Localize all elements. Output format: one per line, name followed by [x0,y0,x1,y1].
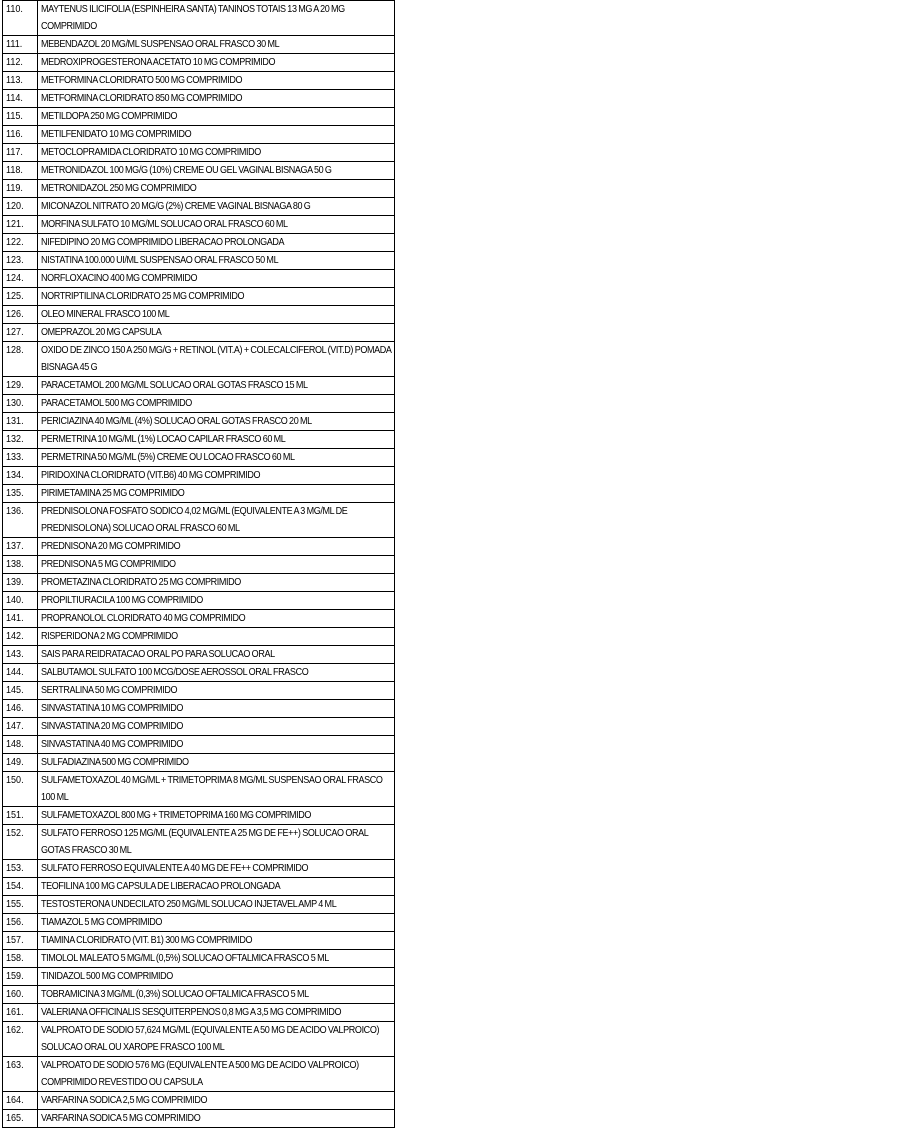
item-number-cell [3,807,38,825]
item-number-cell [3,377,38,395]
item-number-cell [3,126,38,144]
medication-description: MORFINA SULFATO 10 MG/ML SOLUCAO ORAL FRASCO 60 ML [41,218,288,230]
item-number-cell [3,986,38,1004]
item-number: 155. [6,898,24,910]
medication-table [2,0,395,1128]
item-number: 110. [6,3,23,15]
table-row [3,485,395,503]
medication-table-body [3,1,395,1128]
medication-description-cell [38,467,395,485]
table-row [3,950,395,968]
item-number: 149. [6,756,24,768]
medication-description-cell [38,646,395,664]
table-row [3,736,395,754]
item-number: 121. [6,218,24,230]
item-number: 116. [6,128,23,140]
medication-description: VALPROATO DE SODIO 57,624 MG/ML (EQUIVALENTE A 50 MG DE ACIDO VALPROICO) SOLUCAO ORAL OU XAROPE FRASCO 100 ML [41,1024,380,1053]
item-number-cell [3,1004,38,1022]
medication-description: SULFAMETOXAZOL 800 MG + TRIMETOPRIMA 160 MG COMPRIMIDO [41,809,312,821]
medication-description: NISTATINA 100.000 UI/ML SUSPENSAO ORAL FRASCO 50 ML [41,254,279,266]
medication-description-cell [38,1110,395,1128]
medication-description-cell [38,36,395,54]
medication-description: SULFATO FERROSO EQUIVALENTE A 40 MG DE FE++ COMPRIMIDO [41,862,309,874]
medication-description-cell [38,324,395,342]
medication-description: OMEPRAZOL 20 MG CAPSULA [41,326,162,338]
table-row [3,252,395,270]
medication-description-cell [38,126,395,144]
medication-description: PREDNISONA 20 MG COMPRIMIDO [41,540,181,552]
item-number: 150. [6,774,24,786]
table-row [3,216,395,234]
medication-description: PROPRANOLOL CLORIDRATO 40 MG COMPRIMIDO [41,612,246,624]
medication-description-cell [38,968,395,986]
table-row [3,664,395,682]
item-number-cell [3,306,38,324]
medication-description: SULFAMETOXAZOL 40 MG/ML + TRIMETOPRIMA 8 MG/ML SUSPENSAO ORAL FRASCO 100 ML [41,774,383,803]
item-number: 148. [6,738,24,750]
table-row [3,574,395,592]
medication-description-cell [38,754,395,772]
item-number-cell [3,1,38,36]
medication-description: SALBUTAMOL SULFATO 100 MCG/DOSE AEROSSOL ORAL FRASCO [41,666,309,678]
table-row [3,878,395,896]
item-number-cell [3,700,38,718]
table-row [3,682,395,700]
table-row [3,932,395,950]
table-row [3,180,395,198]
table-row [3,914,395,932]
table-row [3,467,395,485]
item-number: 153. [6,862,24,874]
medication-description: PIRIDOXINA CLORIDRATO (VIT.B6) 40 MG COMPRIMIDO [41,469,261,481]
table-row [3,610,395,628]
item-number: 117. [6,146,23,158]
table-row [3,54,395,72]
medication-description-cell [38,700,395,718]
table-row [3,1004,395,1022]
medication-description-cell [38,216,395,234]
medication-description: NORFLOXACINO 400 MG COMPRIMIDO [41,272,198,284]
table-row [3,700,395,718]
medication-description: PARACETAMOL 200 MG/ML SOLUCAO ORAL GOTAS FRASCO 15 ML [41,379,308,391]
item-number: 119. [6,182,23,194]
item-number: 143. [6,648,24,660]
medication-description: TINIDAZOL 500 MG COMPRIMIDO [41,970,173,982]
item-number-cell [3,467,38,485]
medication-description-cell [38,664,395,682]
medication-description: METILFENIDATO 10 MG COMPRIMIDO [41,128,192,140]
item-number: 164. [6,1094,24,1106]
medication-description-cell [38,503,395,538]
medication-description-cell [38,772,395,807]
item-number-cell [3,968,38,986]
item-number: 124. [6,272,24,284]
item-number-cell [3,270,38,288]
table-row [3,986,395,1004]
table-row [3,896,395,914]
medication-description: OLEO MINERAL FRASCO 100 ML [41,308,170,320]
item-number-cell [3,144,38,162]
medication-description-cell [38,628,395,646]
item-number-cell [3,90,38,108]
table-row [3,324,395,342]
medication-description: METOCLOPRAMIDA CLORIDRATO 10 MG COMPRIMIDO [41,146,261,158]
medication-description: METRONIDAZOL 250 MG COMPRIMIDO [41,182,197,194]
medication-description-cell [38,932,395,950]
table-row [3,860,395,878]
table-row [3,431,395,449]
table-row [3,144,395,162]
item-number-cell [3,288,38,306]
table-row [3,72,395,90]
medication-description-cell [38,198,395,216]
item-number-cell [3,449,38,467]
medication-description: SULFADIAZINA 500 MG COMPRIMIDO [41,756,189,768]
item-number: 140. [6,594,24,606]
medication-description: TIMOLOL MALEATO 5 MG/ML (0,5%) SOLUCAO OFTALMICA FRASCO 5 ML [41,952,329,964]
item-number: 157. [6,934,24,946]
item-number-cell [3,342,38,377]
item-number: 120. [6,200,24,212]
medication-description-cell [38,72,395,90]
item-number: 122. [6,236,24,248]
item-number: 138. [6,558,24,570]
medication-description-cell [38,485,395,503]
table-row [3,1092,395,1110]
table-row [3,1,395,36]
item-number-cell [3,198,38,216]
item-number: 154. [6,880,24,892]
item-number: 134. [6,469,24,481]
medication-description: METFORMINA CLORIDRATO 500 MG COMPRIMIDO [41,74,243,86]
table-row [3,108,395,126]
item-number: 127. [6,326,24,338]
table-row [3,556,395,574]
medication-description-cell [38,395,395,413]
table-row [3,646,395,664]
item-number: 139. [6,576,24,588]
medication-description: TOBRAMICINA 3 MG/ML (0,3%) SOLUCAO OFTALMICA FRASCO 5 ML [41,988,309,1000]
medication-description: PREDNISOLONA FOSFATO SODICO 4,02 MG/ML (EQUIVALENTE A 3 MG/ML DE PREDNISOLONA) SOLUCAO ORAL FRASCO 60 ML [41,505,348,534]
table-row [3,342,395,377]
table-row [3,449,395,467]
item-number-cell [3,754,38,772]
item-number: 142. [6,630,24,642]
table-row [3,538,395,556]
item-number-cell [3,628,38,646]
medication-description-cell [38,431,395,449]
table-row [3,288,395,306]
medication-description-cell [38,1,395,36]
medication-description: PROMETAZINA CLORIDRATO 25 MG COMPRIMIDO [41,576,241,588]
medication-description-cell [38,1057,395,1092]
item-number: 115. [6,110,23,122]
item-number: 160. [6,988,24,1000]
item-number: 136. [6,505,24,517]
item-number-cell [3,646,38,664]
medication-description-cell [38,592,395,610]
item-number-cell [3,180,38,198]
item-number: 161. [6,1006,24,1018]
item-number-cell [3,234,38,252]
item-number: 158. [6,952,24,964]
medication-description-cell [38,878,395,896]
item-number: 147. [6,720,24,732]
table-row [3,162,395,180]
table-row [3,306,395,324]
item-number: 133. [6,451,24,463]
item-number: 135. [6,487,24,499]
item-number-cell [3,413,38,431]
medication-description: PROPILTIURACILA 100 MG COMPRIMIDO [41,594,203,606]
item-number-cell [3,54,38,72]
medication-description: VALPROATO DE SODIO 576 MG (EQUIVALENTE A 500 MG DE ACIDO VALPROICO) COMPRIMIDO REVESTIDO OU CAPSULA [41,1059,359,1088]
medication-description-cell [38,718,395,736]
item-number-cell [3,556,38,574]
item-number-cell [3,772,38,807]
medication-description-cell [38,306,395,324]
item-number: 111. [6,38,23,50]
item-number: 141. [6,612,24,624]
table-row [3,718,395,736]
medication-description: METRONIDAZOL 100 MG/G (10%) CREME OU GEL VAGINAL BISNAGA 50 G [41,164,332,176]
medication-description: TEOFILINA 100 MG CAPSULA DE LIBERACAO PROLONGADA [41,880,281,892]
table-row [3,1057,395,1092]
table-row [3,754,395,772]
medication-description: VARFARINA SODICA 5 MG COMPRIMIDO [41,1112,201,1124]
item-number-cell [3,503,38,538]
item-number-cell [3,896,38,914]
medication-description-cell [38,610,395,628]
medication-description-cell [38,377,395,395]
item-number-cell [3,36,38,54]
medication-description: VARFARINA SODICA 2,5 MG COMPRIMIDO [41,1094,208,1106]
item-number-cell [3,324,38,342]
medication-description-cell [38,162,395,180]
item-number: 125. [6,290,24,302]
medication-description: SINVASTATINA 20 MG COMPRIMIDO [41,720,184,732]
item-number: 118. [6,164,23,176]
item-number-cell [3,538,38,556]
item-number: 123. [6,254,24,266]
item-number: 114. [6,92,23,104]
medication-description-cell [38,860,395,878]
table-row [3,36,395,54]
item-number-cell [3,1110,38,1128]
medication-description-cell [38,896,395,914]
table-row [3,503,395,538]
table-row [3,413,395,431]
item-number: 128. [6,344,24,356]
medication-description: PIRIMETAMINA 25 MG COMPRIMIDO [41,487,185,499]
medication-description-cell [38,538,395,556]
item-number-cell [3,682,38,700]
medication-description: NIFEDIPINO 20 MG COMPRIMIDO LIBERACAO PROLONGADA [41,236,285,248]
item-number-cell [3,1057,38,1092]
medication-description-cell [38,252,395,270]
medication-description-cell [38,288,395,306]
item-number-cell [3,950,38,968]
item-number: 151. [6,809,24,821]
medication-description-cell [38,574,395,592]
medication-description: PARACETAMOL 500 MG COMPRIMIDO [41,397,192,409]
item-number-cell [3,485,38,503]
medication-description-cell [38,736,395,754]
item-number: 163. [6,1059,24,1071]
item-number: 152. [6,827,24,839]
medication-description-cell [38,1004,395,1022]
item-number: 156. [6,916,24,928]
item-number: 126. [6,308,24,320]
table-row [3,1110,395,1128]
item-number-cell [3,878,38,896]
medication-description-cell [38,950,395,968]
medication-description: MEDROXIPROGESTERONA ACETATO 10 MG COMPRIMIDO [41,56,276,68]
item-number-cell [3,72,38,90]
medication-description-cell [38,914,395,932]
medication-description-cell [38,825,395,860]
table-row [3,126,395,144]
item-number-cell [3,216,38,234]
medication-description-cell [38,54,395,72]
medication-description: RISPERIDONA 2 MG COMPRIMIDO [41,630,178,642]
medication-description-cell [38,108,395,126]
item-number-cell [3,574,38,592]
medication-description: TESTOSTERONA UNDECILATO 250 MG/ML SOLUCAO INJETAVEL AMP 4 ML [41,898,337,910]
medication-description: PREDNISONA 5 MG COMPRIMIDO [41,558,176,570]
item-number-cell [3,664,38,682]
item-number: 145. [6,684,24,696]
medication-description: NORTRIPTILINA CLORIDRATO 25 MG COMPRIMIDO [41,290,245,302]
medication-description: SINVASTATINA 10 MG COMPRIMIDO [41,702,184,714]
medication-description-cell [38,413,395,431]
medication-description-cell [38,90,395,108]
table-row [3,198,395,216]
medication-description-cell [38,342,395,377]
item-number: 137. [6,540,24,552]
table-row [3,807,395,825]
item-number: 159. [6,970,24,982]
item-number-cell [3,395,38,413]
item-number-cell [3,914,38,932]
item-number-cell [3,252,38,270]
medication-description: METFORMINA CLORIDRATO 850 MG COMPRIMIDO [41,92,243,104]
table-row [3,772,395,807]
medication-description-cell [38,556,395,574]
table-row [3,825,395,860]
table-row [3,968,395,986]
medication-description-cell [38,234,395,252]
medication-description-cell [38,144,395,162]
medication-description-cell [38,1022,395,1057]
medication-description: TIAMAZOL 5 MG COMPRIMIDO [41,916,163,928]
item-number-cell [3,932,38,950]
item-number: 130. [6,397,24,409]
medication-description-cell [38,682,395,700]
item-number-cell [3,736,38,754]
table-row [3,377,395,395]
medication-description: MICONAZOL NITRATO 20 MG/G (2%) CREME VAGINAL BISNAGA 80 G [41,200,311,212]
item-number-cell [3,825,38,860]
item-number-cell [3,431,38,449]
medication-description: SERTRALINA 50 MG COMPRIMIDO [41,684,178,696]
item-number: 129. [6,379,24,391]
item-number-cell [3,610,38,628]
item-number-cell [3,1022,38,1057]
item-number: 146. [6,702,24,714]
table-row [3,628,395,646]
medication-description-cell [38,449,395,467]
medication-description-cell [38,986,395,1004]
table-row [3,395,395,413]
medication-description: PERICIAZINA 40 MG/ML (4%) SOLUCAO ORAL GOTAS FRASCO 20 ML [41,415,312,427]
table-row [3,90,395,108]
item-number-cell [3,108,38,126]
item-number-cell [3,162,38,180]
medication-description: MAYTENUS ILICIFOLIA (ESPINHEIRA SANTA) TANINOS TOTAIS 13 MG A 20 MG COMPRIMIDO [41,3,345,32]
table-row [3,592,395,610]
table-row [3,1022,395,1057]
medication-description: SINVASTATINA 40 MG COMPRIMIDO [41,738,184,750]
medication-description-cell [38,807,395,825]
medication-description: TIAMINA CLORIDRATO (VIT. B1) 300 MG COMPRIMIDO [41,934,253,946]
medication-description-cell [38,1092,395,1110]
item-number: 131. [6,415,24,427]
medication-description: PERMETRINA 50 MG/ML (5%) CREME OU LOCAO FRASCO 60 ML [41,451,295,463]
item-number-cell [3,860,38,878]
item-number-cell [3,592,38,610]
item-number: 132. [6,433,24,445]
item-number: 144. [6,666,24,678]
table-row [3,270,395,288]
item-number-cell [3,1092,38,1110]
medication-description: MEBENDAZOL 20 MG/ML SUSPENSAO ORAL FRASCO 30 ML [41,38,280,50]
medication-description: METILDOPA 250 MG COMPRIMIDO [41,110,178,122]
item-number-cell [3,718,38,736]
medication-description-cell [38,270,395,288]
item-number: 113. [6,74,23,86]
medication-description: SULFATO FERROSO 125 MG/ML (EQUIVALENTE A 25 MG DE FE++) SOLUCAO ORAL GOTAS FRASCO 30 ML [41,827,369,856]
table-row [3,234,395,252]
medication-description-cell [38,180,395,198]
medication-description: VALERIANA OFFICINALIS SESQUITERPENOS 0,8 MG A 3,5 MG COMPRIMIDO [41,1006,342,1018]
medication-description: OXIDO DE ZINCO 150 A 250 MG/G + RETINOL (VIT.A) + COLECALCIFEROL (VIT.D) POMADA BISNAGA 45 G [41,344,392,373]
item-number: 162. [6,1024,24,1036]
medication-description: PERMETRINA 10 MG/ML (1%) LOCAO CAPILAR FRASCO 60 ML [41,433,286,445]
item-number: 165. [6,1112,24,1124]
item-number: 112. [6,56,23,68]
medication-description: SAIS PARA REIDRATACAO ORAL PO PARA SOLUCAO ORAL [41,648,275,660]
